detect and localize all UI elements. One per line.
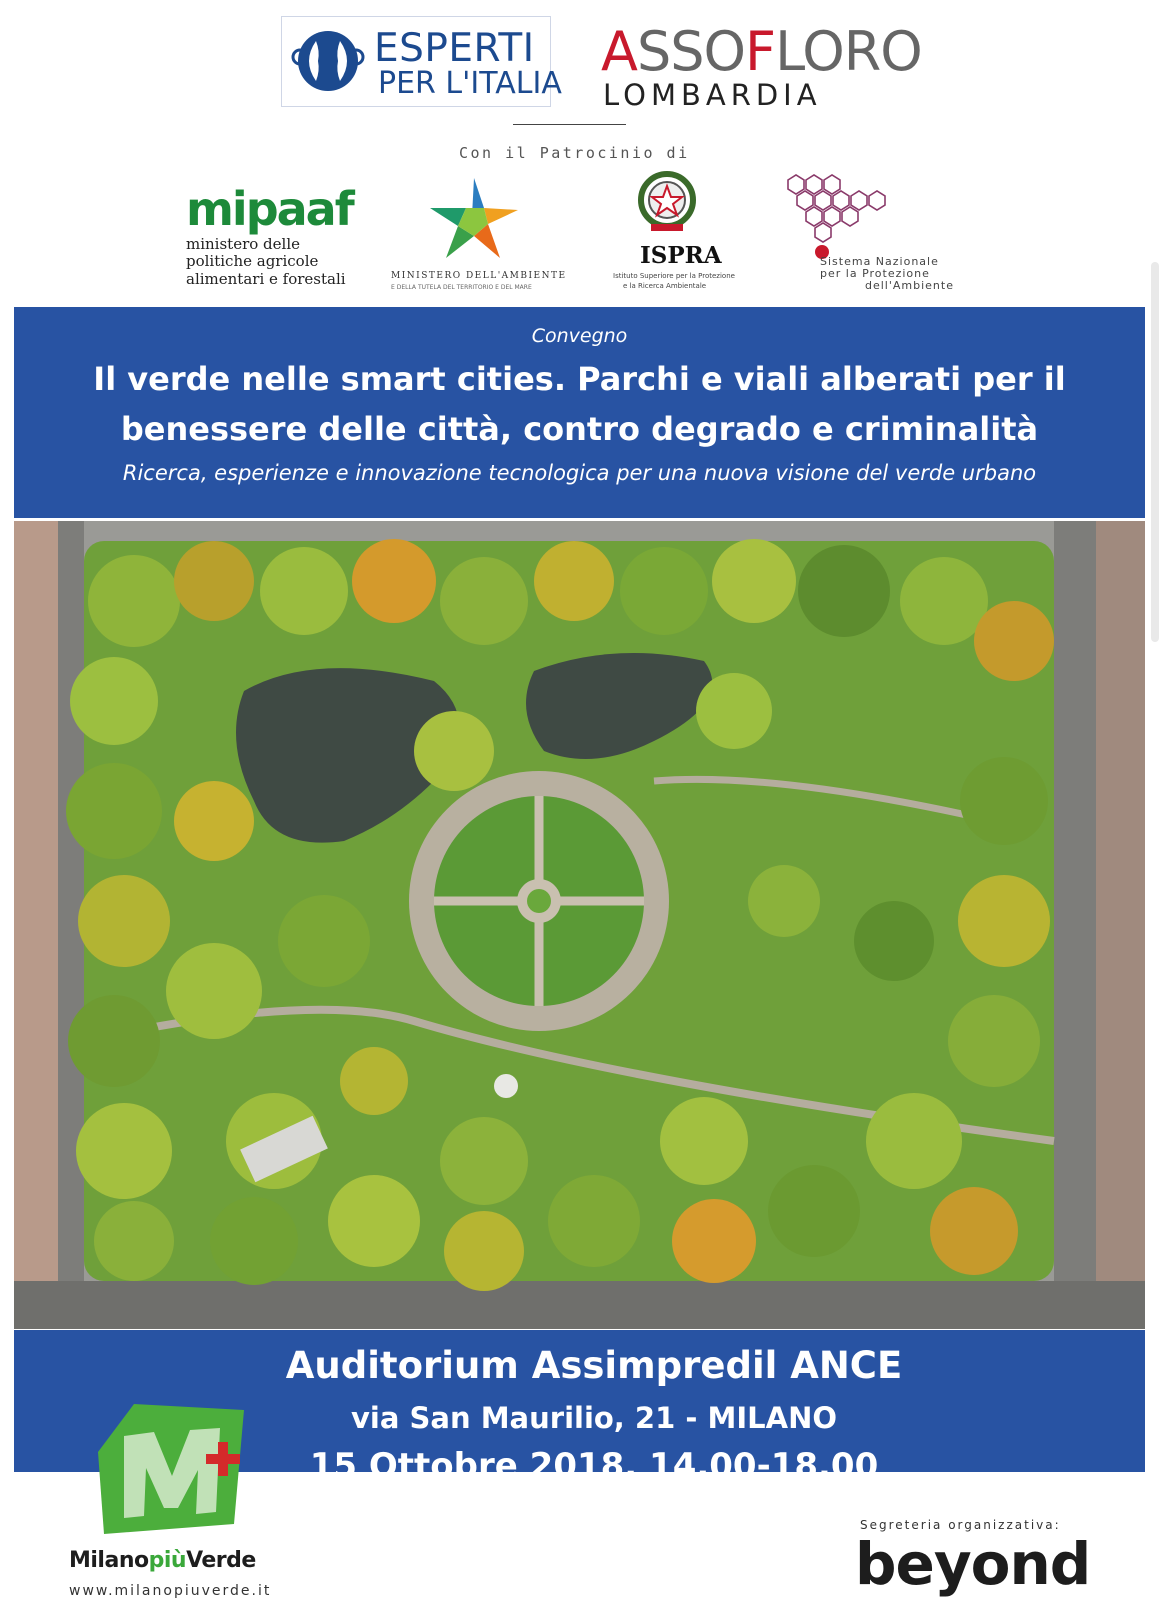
mipaaf-caption-line: politiche agricole — [186, 252, 319, 270]
assofloro-region: LOMBARDIA — [603, 78, 822, 112]
logo-divider — [513, 124, 626, 125]
ministero-ambiente-caption: MINISTERO DELL'AMBIENTE — [391, 271, 567, 281]
snpa-caption-line: per la Protezione — [820, 267, 930, 280]
esperti-subtitle: PER L'ITALIA — [378, 66, 562, 101]
scrollbar[interactable] — [1151, 262, 1159, 642]
ispra-logo: ISPRA — [640, 242, 722, 269]
milanopiuverde-url: www.milanopiuverde.it — [69, 1583, 272, 1599]
event-date: 15 Ottobre 2018, 14.00-18.00 — [309, 1446, 879, 1486]
park-aerial-photo — [14, 521, 1145, 1329]
mipaaf-logo: mipaaf — [186, 182, 353, 236]
snpa-caption-line: dell'Ambiente — [865, 279, 954, 292]
event-subtitle: Ricerca, esperienze e innovazione tecnologica per una nuova visione del verde urbano — [122, 461, 1037, 485]
assofloro-logo-wordmark: ASSOFLORO — [601, 20, 922, 83]
event-venue: Auditorium Assimpredil ANCE — [285, 1344, 903, 1387]
ministero-ambiente-star-icon — [428, 176, 520, 262]
snpa-caption-line: Sistema Nazionale — [820, 255, 939, 268]
ispra-caption-line: e la Ricerca Ambientale — [623, 282, 707, 290]
ministero-ambiente-subcaption: E DELLA TUTELA DEL TERRITORIO E DEL MARE — [391, 284, 532, 291]
esperti-title: ESPERTI — [374, 26, 535, 71]
event-kicker: Convegno — [531, 325, 628, 347]
italian-emblem-icon — [637, 170, 697, 234]
beyond-logo: beyond — [855, 1530, 1091, 1598]
event-address: via San Maurilio, 21 - MILANO — [350, 1401, 838, 1435]
ispra-caption-line: Istituto Superiore per la Protezione — [613, 272, 735, 280]
segreteria-label: Segreteria organizzativa: — [860, 1518, 1061, 1532]
milanopiuverde-logo-icon — [94, 1396, 254, 1544]
event-title-line-1: Il verde nelle smart cities. Parchi e viali alberati per il — [93, 360, 1066, 398]
snpa-hexagon-icon — [778, 170, 894, 262]
patrocinio-label: Con il Patrocinio di — [459, 144, 690, 162]
mipaaf-caption-line: ministero delle — [186, 235, 301, 253]
event-title-line-2: benessere delle città, contro degrado e criminalità — [120, 410, 1039, 448]
esperti-emblem-icon — [288, 27, 368, 95]
milanopiuverde-name: MilanopiùVerde — [69, 1548, 256, 1573]
mipaaf-caption-line: alimentari e forestali — [186, 270, 346, 288]
